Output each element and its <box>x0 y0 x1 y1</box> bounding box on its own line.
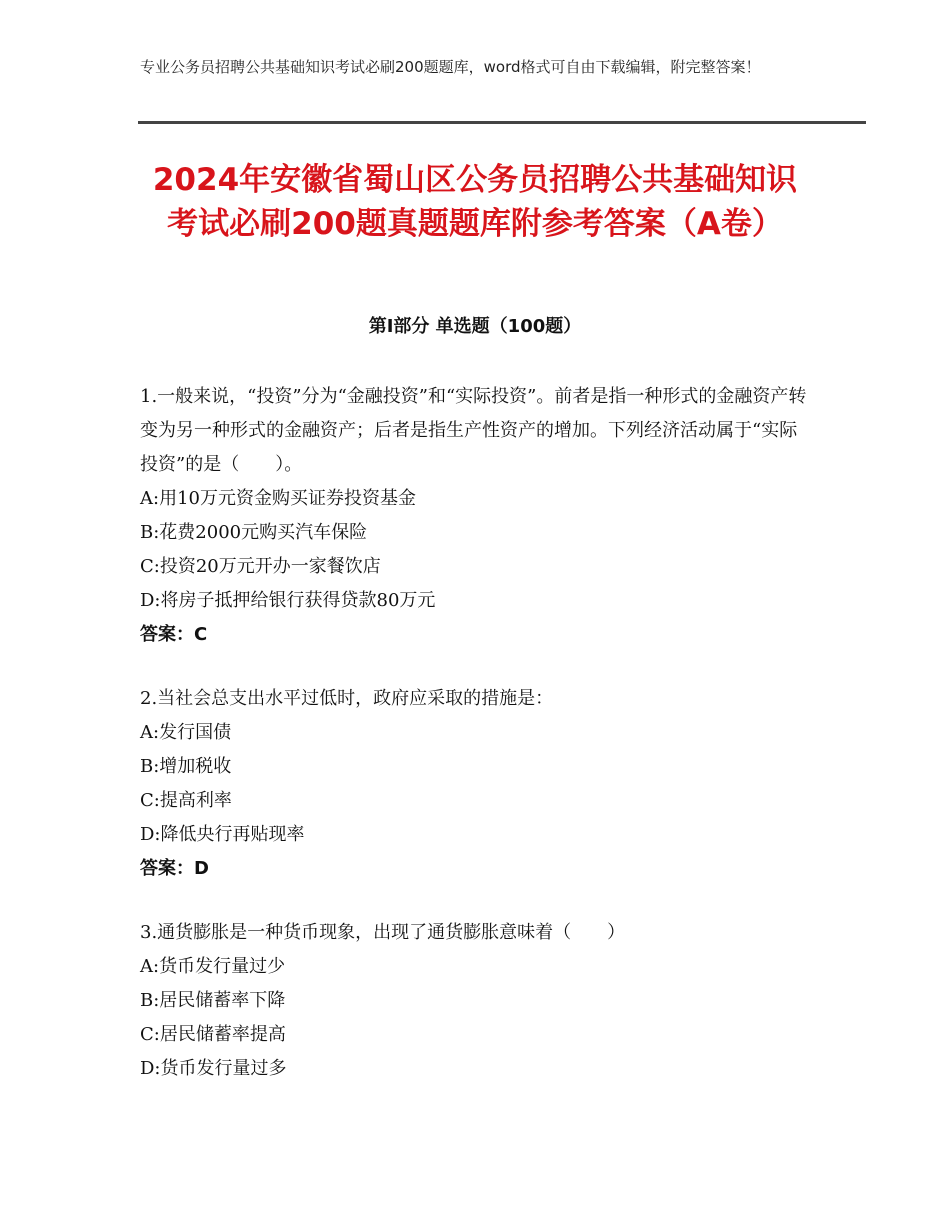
option-b: B:增加税收 <box>140 756 232 777</box>
option-d: D:将房子抵押给银行获得贷款80万元 <box>140 590 436 611</box>
page-title: 2024年安徽省蜀山区公务员招聘公共基础知识考试必刷200题真题题库附参考答案（A卷） <box>152 162 798 242</box>
option-c: C:提高利率 <box>140 790 232 811</box>
question-2 <box>140 682 810 886</box>
answer-label: 答案：C <box>140 624 208 645</box>
option-a: A:用10万元资金购买证券投资基金 <box>140 488 416 509</box>
header-note: 专业公务员招聘公共基础知识考试必刷200题题库，word格式可自由下载编辑，附完整答案！ <box>140 58 761 76</box>
option-d: D:货币发行量过多 <box>140 1058 287 1079</box>
question-stem: 2.当社会总支出水平过低时，政府应采取的措施是： <box>140 688 554 709</box>
option-d: D:降低央行再贴现率 <box>140 824 305 845</box>
option-a: A:发行国债 <box>140 722 232 743</box>
option-b: B:居民储蓄率下降 <box>140 990 286 1011</box>
section-title: 第Ⅰ部分 单选题（100题） <box>368 316 582 337</box>
question-stem: 3.通货膨胀是一种货币现象，出现了通货膨胀意味着（ ） <box>140 922 626 943</box>
option-c: C:居民储蓄率提高 <box>140 1024 286 1045</box>
option-b: B:花费2000元购买汽车保险 <box>140 522 368 543</box>
question-3 <box>140 916 810 1086</box>
option-c: C:投资20万元开办一家餐饮店 <box>140 556 381 577</box>
header-divider <box>138 121 866 124</box>
answer-label: 答案：D <box>140 858 209 879</box>
option-a: A:货币发行量过少 <box>140 956 286 977</box>
question-list <box>140 380 810 1116</box>
question-stem: 1.一般来说，“投资”分为“金融投资”和“实际投资”。前者是指一种形式的金融资产转变为另一种形式的金融资产；后者是指生产性资产的增加。下列经济活动属于“实际投资”的是（ ）。 <box>140 386 807 475</box>
question-1 <box>140 380 810 652</box>
